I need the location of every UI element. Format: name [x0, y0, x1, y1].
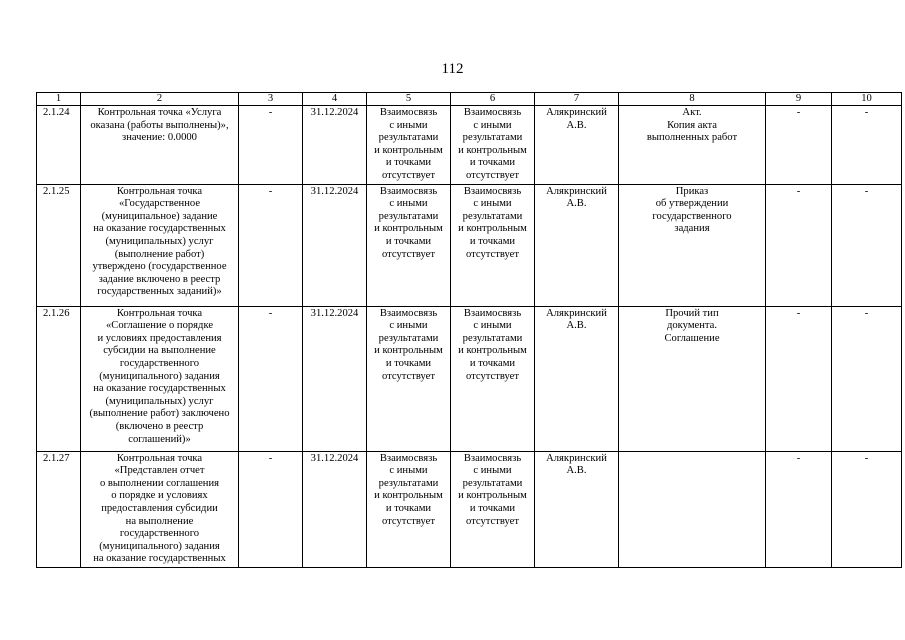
- control-point-name: Контрольная точка «Соглашение о порядке и условиях предоставления субсидии на выполнение государственного (муниципального) задания на оказание государственных (муниципальных) услуг (выполнение работ) заключено (включено в реестр соглашений)»: [81, 306, 239, 451]
- relation-cell: Взаимосвязь с иными результатами и контрольным и точками отсутствует: [451, 306, 535, 451]
- due-date: 31.12.2024: [303, 451, 367, 567]
- header-cell: 8: [619, 93, 766, 106]
- row-number: 2.1.27: [37, 451, 81, 567]
- cell-col10: -: [832, 184, 902, 306]
- relation-cell: Взаимосвязь с иными результатами и контрольным и точками отсутствует: [367, 306, 451, 451]
- relation-cell: Взаимосвязь с иными результатами и контрольным и точками отсутствует: [367, 106, 451, 185]
- due-date: 31.12.2024: [303, 184, 367, 306]
- control-point-name: Контрольная точка «Государственное (муниципальное) задание на оказание государственных (муниципальных) услуг (выполнение работ) утверждено (государственное задание включено в реестр государственных заданий)»: [81, 184, 239, 306]
- relation-cell: Взаимосвязь с иными результатами и контрольным и точками отсутствует: [367, 451, 451, 567]
- header-cell: 2: [81, 93, 239, 106]
- header-cell: 3: [239, 93, 303, 106]
- header-cell: 1: [37, 93, 81, 106]
- document-type: Приказ об утверждении государственного задания: [619, 184, 766, 306]
- cell-col3: -: [239, 184, 303, 306]
- responsible-person: Алякринский А.В.: [535, 306, 619, 451]
- due-date: 31.12.2024: [303, 306, 367, 451]
- responsible-person: Алякринский А.В.: [535, 184, 619, 306]
- relation-cell: Взаимосвязь с иными результатами и контрольным и точками отсутствует: [451, 184, 535, 306]
- row-number: 2.1.25: [37, 184, 81, 306]
- table-row: [37, 184, 902, 306]
- relation-cell: Взаимосвязь с иными результатами и контрольным и точками отсутствует: [367, 184, 451, 306]
- relation-cell: Взаимосвязь с иными результатами и контрольным и точками отсутствует: [451, 451, 535, 567]
- control-point-name: Контрольная точка «Представлен отчет о выполнении соглашения о порядке и условиях предоставления субсидии на выполнение государственного (муниципального) задания на оказание государственных: [81, 451, 239, 567]
- cell-col3: -: [239, 106, 303, 185]
- cell-col9: -: [766, 451, 832, 567]
- cell-col10: -: [832, 106, 902, 185]
- header-cell: 7: [535, 93, 619, 106]
- control-points-table: [36, 92, 902, 568]
- cell-col9: -: [766, 106, 832, 185]
- header-cell: 10: [832, 93, 902, 106]
- control-point-name: Контрольная точка «Услуга оказана (работы выполнены)», значение: 0.0000: [81, 106, 239, 185]
- table-row: [37, 306, 902, 451]
- table-row: [37, 106, 902, 185]
- responsible-person: Алякринский А.В.: [535, 451, 619, 567]
- relation-cell: Взаимосвязь с иными результатами и контрольным и точками отсутствует: [451, 106, 535, 185]
- header-row: [37, 93, 902, 106]
- header-cell: 4: [303, 93, 367, 106]
- document-type: Акт. Копия акта выполненных работ: [619, 106, 766, 185]
- row-number: 2.1.26: [37, 306, 81, 451]
- page-number: 112: [441, 61, 464, 77]
- header-cell: 6: [451, 93, 535, 106]
- due-date: 31.12.2024: [303, 106, 367, 185]
- cell-col9: -: [766, 306, 832, 451]
- table-row: [37, 451, 902, 567]
- cell-col9: -: [766, 184, 832, 306]
- cell-col10: -: [832, 451, 902, 567]
- cell-col3: -: [239, 451, 303, 567]
- cell-col10: -: [832, 306, 902, 451]
- document-type: Прочий тип документа. Соглашение: [619, 306, 766, 451]
- responsible-person: Алякринский А.В.: [535, 106, 619, 185]
- row-number: 2.1.24: [37, 106, 81, 185]
- document-type: [619, 451, 766, 567]
- header-cell: 5: [367, 93, 451, 106]
- cell-col3: -: [239, 306, 303, 451]
- header-cell: 9: [766, 93, 832, 106]
